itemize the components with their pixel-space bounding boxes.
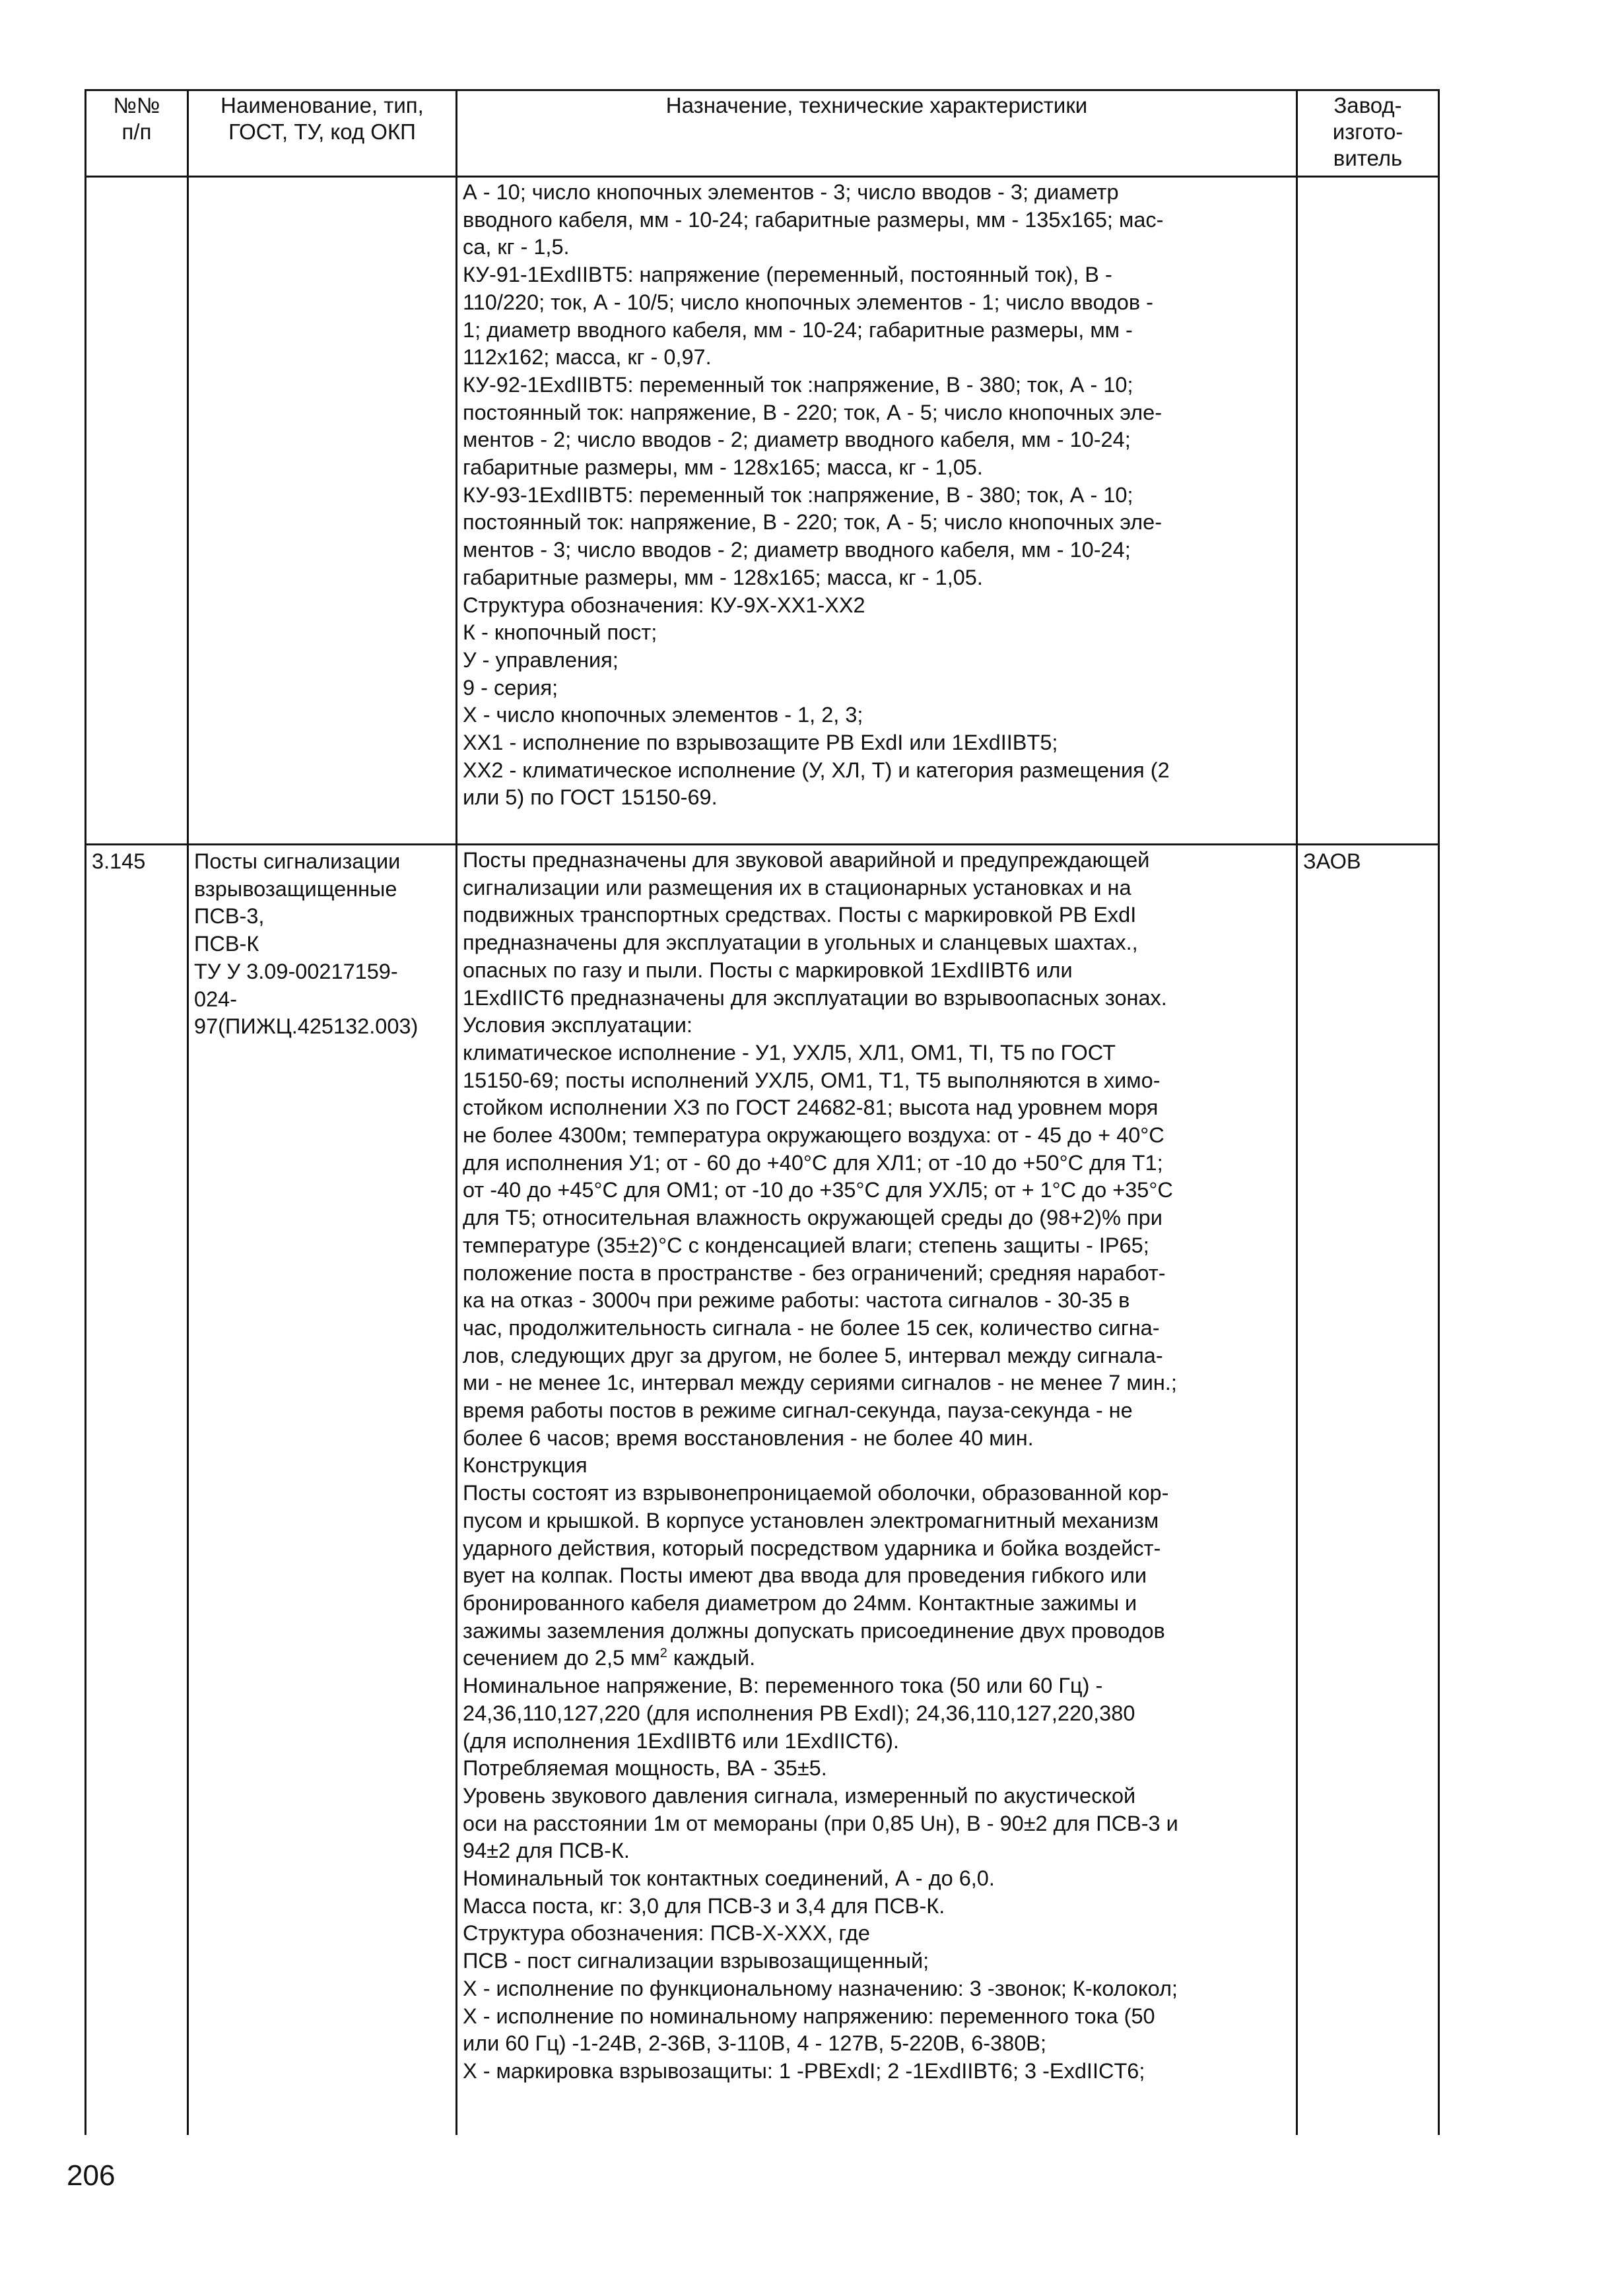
purpose-line: Условия эксплуатации: xyxy=(463,1013,692,1037)
purpose-line-section xyxy=(463,1645,1292,1672)
cell-purpose xyxy=(457,845,1297,2135)
header-name-line: ГОСТ, ТУ, код ОКП xyxy=(228,119,416,144)
purpose-line: бронированного кабеля диаметром до 24мм. Контактные зажимы и xyxy=(463,1591,1137,1615)
purpose-line: постоянный ток: напряжение, В - 220; ток, А - 5; число кнопочных эле- xyxy=(463,400,1163,424)
header-name-line: Наименование, тип, xyxy=(220,93,424,117)
cell-number-text xyxy=(86,178,187,184)
purpose-line: более 6 часов; время восстановления - не более 40 мин. xyxy=(463,1426,1034,1450)
cell-name xyxy=(188,177,457,845)
header-purpose-line: Назначение, технические характеристики xyxy=(665,93,1088,117)
purpose-line: 1ExdIICT6 предназначены для эксплуатации во взрывоопасных зонах. xyxy=(463,985,1167,1010)
header-number-line: №№ xyxy=(113,93,160,117)
purpose-line: 112х162; масса, кг - 0,97. xyxy=(463,345,712,370)
header-number-line: п/п xyxy=(121,119,152,144)
purpose-line: А - 10; число кнопочных элементов - 3; число вводов - 3; диаметр xyxy=(463,180,1119,204)
purpose-line: 24,36,110,127,220 (для исполнения PB ExdI); 24,36,110,127,220,380 xyxy=(463,1701,1135,1725)
cell-name-text xyxy=(189,178,455,184)
cell-number xyxy=(86,177,188,845)
header-manufacturer-line: изгото- xyxy=(1332,119,1403,144)
purpose-line: 110/220; ток, А - 10/5; число кнопочных элементов - 1; число вводов - xyxy=(463,290,1153,314)
table-header xyxy=(86,90,1439,177)
cell-manufacturer xyxy=(1297,845,1439,2135)
purpose-line: лов, следующих друг за другом, не более 5, интервал между сигнала- xyxy=(463,1343,1163,1367)
page-number: 206 xyxy=(67,2159,116,2192)
table-row-continued xyxy=(86,177,1439,845)
section-text-end: каждый. xyxy=(667,1646,756,1670)
purpose-line: Масса поста, кг: 3,0 для ПСВ-3 и 3,4 для ПСВ-К. xyxy=(463,1893,945,1918)
purpose-line: ментов - 3; число вводов - 2; диаметр вводного кабеля, мм - 10-24; xyxy=(463,538,1131,562)
purpose-line: У - управления; xyxy=(463,647,619,672)
purpose-line: температуре (35±2)°С с конденсацией влаги; степень защиты - IP65; xyxy=(463,1233,1149,1257)
purpose-line: от -40 до +45°С для ОМ1; от -10 до +35°С для УХЛ5; от + 1°С до +35°С xyxy=(463,1178,1173,1202)
purpose-line: КУ-91-1ExdIIBT5: напряжение (переменный, постоянный ток), В - xyxy=(463,263,1112,287)
purpose-line: Номинальный ток контактных соединений, А - до 6,0. xyxy=(463,1866,995,1891)
purpose-text-block xyxy=(457,845,1296,2089)
entry-name-block xyxy=(189,845,455,1045)
purpose-text-block xyxy=(457,178,1296,816)
name-line: взрывозащищенные xyxy=(194,876,397,901)
name-line: 024- xyxy=(194,987,238,1011)
header-manufacturer-line: Завод- xyxy=(1333,93,1402,117)
purpose-line: стойком исполнении ХЗ по ГОСТ 24682-81; высота над уровнем моря xyxy=(463,1096,1159,1120)
purpose-line: постоянный ток: напряжение, В - 220; ток, А - 5; число кнопочных эле- xyxy=(463,510,1163,535)
purpose-line: для исполнения У1; от - 60 до +40°С для ХЛ1; от -10 до +50°С для Т1; xyxy=(463,1150,1163,1175)
purpose-line: ментов - 2; число вводов - 2; диаметр вводного кабеля, мм - 10-24; xyxy=(463,428,1131,452)
purpose-line: Уровень звукового давления сигнала, измеренный по акустической xyxy=(463,1783,1136,1808)
purpose-line: час, продолжительность сигнала - не более 15 сек, количество сигна- xyxy=(463,1315,1160,1340)
purpose-line: Номинальное напряжение, В: переменного тока (50 или 60 Гц) - xyxy=(463,1674,1103,1698)
purpose-line: опасных по газу и пыли. Посты с маркировкой 1ExdIIBT6 или xyxy=(463,958,1073,982)
name-line: ПСВ-3, xyxy=(194,904,265,929)
header-purpose xyxy=(457,90,1297,177)
cell-name xyxy=(188,845,457,2135)
purpose-line: КУ-93-1ExdIIBT5: переменный ток :напряжение, В - 380; ток, А - 10; xyxy=(463,482,1133,507)
purpose-line: Х - маркировка взрывозащиты: 1 -PBExdI; 2 -1ExdIIBT6; 3 -ExdIICT6; xyxy=(463,2058,1145,2083)
table-row-entry xyxy=(86,845,1439,2135)
cell-manufacturer xyxy=(1297,177,1439,845)
purpose-line: ХХ2 - климатическое исполнение (У, ХЛ, Т) и категория размещения (2 xyxy=(463,758,1170,782)
purpose-line: Конструкция xyxy=(463,1453,588,1478)
purpose-line: время работы постов в режиме сигнал-секунда, пауза-секунда - не xyxy=(463,1398,1133,1423)
purpose-line: или 5) по ГОСТ 15150-69. xyxy=(463,785,718,810)
cell-number xyxy=(86,845,188,2135)
purpose-line: для Т5; относительная влажность окружающей среды до (98+2)% при xyxy=(463,1206,1163,1230)
purpose-line: 9 - серия; xyxy=(463,675,558,700)
name-line: ПСВ-К xyxy=(194,932,259,956)
section-superscript: 2 xyxy=(659,1646,667,1661)
purpose-line: ХХ1 - исполнение по взрывозащите РВ ExdI или 1ExdIIBT5; xyxy=(463,731,1058,755)
name-line: ТУ У 3.09-00217159- xyxy=(194,959,398,983)
purpose-line: 15150-69; посты исполнений УХЛ5, ОМ1, Т1, Т5 выполняются в химо- xyxy=(463,1068,1161,1092)
purpose-line: подвижных транспортных средствах. Посты с маркировкой РВ ExdI xyxy=(463,903,1137,927)
cell-manufacturer-text xyxy=(1298,178,1438,184)
purpose-line: Х - исполнение по номинальному напряжению: переменного тока (50 xyxy=(463,2004,1155,2028)
purpose-line: Структура обозначения: КУ-9Х-ХХ1-ХХ2 xyxy=(463,593,865,617)
header-manufacturer-line: витель xyxy=(1333,146,1403,170)
purpose-line: вводного кабеля, мм - 10-24; габаритные размеры, мм - 135х165; мас- xyxy=(463,207,1164,232)
purpose-line: зажимы заземления должны допускать присоединение двух проводов xyxy=(463,1618,1165,1643)
purpose-line: ударного действия, который посредством ударника и бойка воздейст- xyxy=(463,1536,1161,1560)
purpose-lines-a xyxy=(463,847,1292,1645)
purpose-line: К - кнопочный пост; xyxy=(463,620,657,645)
purpose-line: вует на колпак. Посты имеют два ввода для проведения гибкого или xyxy=(463,1563,1147,1588)
header-name xyxy=(188,90,457,177)
purpose-line: сигнализации или размещения их в стационарных установках и на xyxy=(463,875,1131,900)
purpose-line: 94±2 для ПСВ-К. xyxy=(463,1839,630,1863)
name-line: Посты сигнализации xyxy=(194,849,401,873)
cell-purpose xyxy=(457,177,1297,845)
purpose-line: габаритные размеры, мм - 128х165; масса, кг - 1,05. xyxy=(463,565,983,589)
purpose-line: Посты состоят из взрывонепроницаемой оболочки, образованной кор- xyxy=(463,1481,1169,1505)
entry-number: 3.145 xyxy=(92,849,146,873)
purpose-line: не более 4300м; температура окружающего воздуха: от - 45 до + 40°С xyxy=(463,1123,1164,1148)
purpose-line: предназначены для эксплуатации в угольных и сланцевых шахтах., xyxy=(463,931,1138,955)
purpose-line: Посты предназначены для звуковой аварийной и предупреждающей xyxy=(463,848,1150,872)
header-manufacturer xyxy=(1297,90,1439,177)
entry-manufacturer: ЗАОВ xyxy=(1303,849,1361,873)
purpose-line: оси на расстоянии 1м от мемораны (при 0,85 Uн), В - 90±2 для ПСВ-3 и xyxy=(463,1811,1178,1835)
specification-table xyxy=(84,89,1440,2135)
purpose-line: габаритные размеры, мм - 128х165; масса, кг - 1,05. xyxy=(463,455,983,480)
purpose-line: ПСВ - пост сигнализации взрывозащищенный; xyxy=(463,1949,929,1973)
purpose-line: ка на отказ - 3000ч при режиме работы: частота сигналов - 30-35 в xyxy=(463,1288,1130,1313)
purpose-line: Х - число кнопочных элементов - 1, 2, 3; xyxy=(463,703,863,727)
purpose-line: Х - исполнение по функциональному назначению: 3 -звонок; К-колокол; xyxy=(463,1976,1178,2000)
name-line: 97(ПИЖЦ.425132.003) xyxy=(194,1014,419,1039)
purpose-line: Структура обозначения: ПСВ-Х-ХХХ, где xyxy=(463,1921,870,1946)
purpose-line: или 60 Гц) -1-24В, 2-36В, 3-110В, 4 - 127В, 5-220В, 6-380В; xyxy=(463,2031,1046,2056)
purpose-line: КУ-92-1ExdIIBT5: переменный ток :напряжение, В - 380; ток, А - 10; xyxy=(463,372,1133,397)
purpose-line: 1; диаметр вводного кабеля, мм - 10-24; габаритные размеры, мм - xyxy=(463,317,1133,342)
section-text: сечением до 2,5 мм xyxy=(463,1646,660,1670)
purpose-lines-b xyxy=(463,1672,1292,2085)
purpose-line: Потребляемая мощность, ВА - 35±5. xyxy=(463,1756,827,1781)
purpose-line: климатическое исполнение - У1, УХЛ5, ХЛ1, ОМ1, TI, Т5 по ГОСТ xyxy=(463,1040,1116,1065)
purpose-line: (для исполнения 1ExdIIBT6 или 1ExdIICT6). xyxy=(463,1728,899,1753)
purpose-line: са, кг - 1,5. xyxy=(463,235,570,259)
purpose-line: ми - не менее 1с, интервал между сериями сигналов - не менее 7 мин.; xyxy=(463,1371,1177,1395)
purpose-line: пусом и крышкой. В корпусе установлен электромагнитный механизм xyxy=(463,1508,1159,1532)
purpose-line: положение поста в пространстве - без ограничений; средняя наработ- xyxy=(463,1261,1166,1285)
header-number xyxy=(86,90,188,177)
